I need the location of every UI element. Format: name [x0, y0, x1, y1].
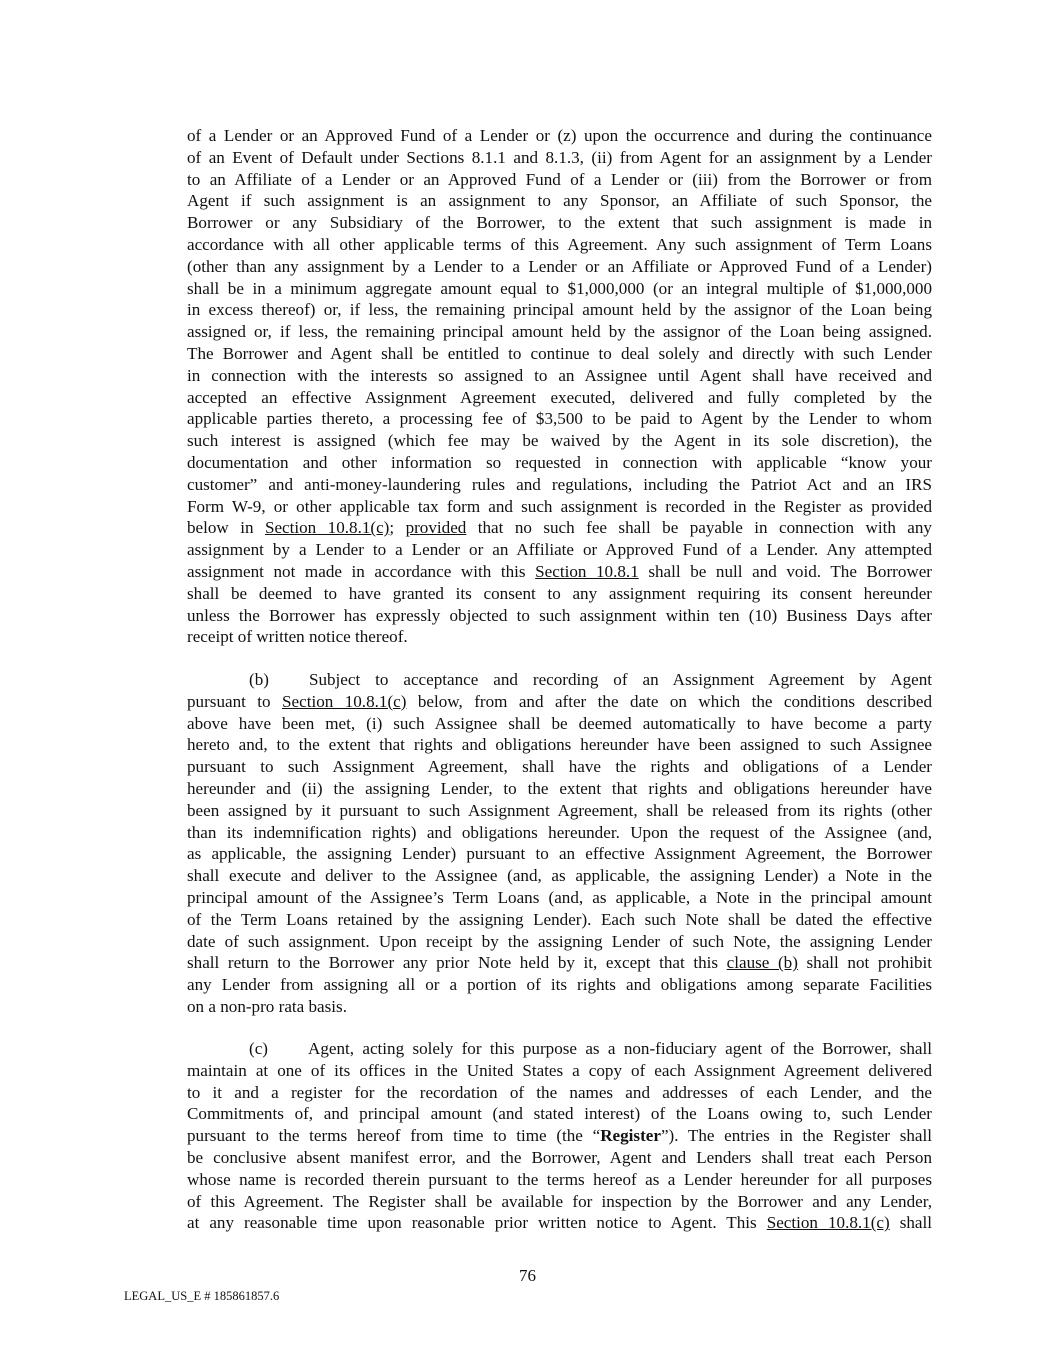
text-line [187, 517, 932, 539]
section-reference: Section 10.8.1 [535, 561, 639, 581]
text-line: shall be deemed to have granted its consent to any assignment requiring its consent hereunder [187, 583, 932, 603]
text-line: shall be in a minimum aggregate amount equal to $1,000,000 (or an integral multiple of $1,000,000 [187, 278, 932, 298]
text-line: pursuant to such Assignment Agreement, shall have the rights and obligations of a Lender [187, 757, 932, 777]
page-number: 76 [519, 1266, 536, 1285]
text-line: as applicable, the assigning Lender) pursuant to an effective Assignment Agreement, the Borrower [187, 844, 932, 864]
paragraph-c [187, 1038, 932, 1234]
document-id: LEGAL_US_E # 185861857.6 [124, 1289, 280, 1303]
text-line: customer” and anti-money-laundering rules and regulations, including the Patriot Act and an IRS [187, 474, 932, 494]
text-line: of a Lender or an Approved Fund of a Lender or (z) upon the occurrence and during the continuance [187, 126, 932, 145]
text-line: assigned or, if less, the remaining principal amount held by the assignor of the Loan being assigned. [187, 322, 932, 342]
text-run: ; [389, 518, 406, 538]
text-line: in connection with the interests so assigned to an Assignee until Agent shall have received and [187, 365, 932, 385]
text-line: been assigned by it pursuant to such Assignment Agreement, shall be released from its rights (other [187, 800, 932, 820]
text-line: principal amount of the Assignee’s Term Loans (and, as applicable, a Note in the principal amount [187, 887, 932, 907]
text-line: hereunder and (ii) the assigning Lender, to the extent that rights and obligations hereunder have [187, 778, 932, 798]
section-reference: Section 10.8.1(c) [264, 518, 390, 538]
defined-term-provided: provided [405, 518, 467, 538]
text-line: accordance with all other applicable terms of this Agreement. Any such assignment of Term Loans [187, 234, 932, 254]
text-line [187, 1212, 932, 1234]
paragraph-b [187, 669, 932, 1018]
defined-term-register: Register [600, 1126, 661, 1146]
text-line: date of such assignment. Upon receipt by the assigning Lender of such Note, the assigning Lender [187, 931, 932, 951]
text-line: of this Agreement. The Register shall be available for inspection by the Borrower and any Lender, [187, 1191, 932, 1211]
text-line: any Lender from assigning all or a portion of its rights and obligations among separate Facilities [187, 975, 932, 995]
text-run: below, from and after the date on which the conditions described [406, 691, 933, 711]
text-run: pursuant to [187, 691, 283, 711]
text-line [187, 1038, 932, 1060]
text-line: applicable parties thereto, a processing fee of $3,500 to be paid to Agent by the Lender to whom [187, 409, 932, 429]
text-line [187, 1125, 932, 1147]
text-line: of the Term Loans retained by the assigning Lender). Each such Note shall be dated the effective [187, 909, 932, 929]
text-line: unless the Borrower has expressly objected to such assignment within ten (10) Business Days after [187, 605, 932, 625]
text-line [187, 952, 932, 974]
text-line: of an Event of Default under Sections 8.1.1 and 8.1.3, (ii) from Agent for an assignment by a Lender [187, 147, 932, 167]
text-line: above have been met, (i) such Assignee shall be deemed automatically to have become a party [187, 713, 932, 733]
text-line: Agent if such assignment is an assignment to any Sponsor, an Affiliate of such Sponsor, the [187, 191, 932, 211]
text-run: at any reasonable time upon reasonable prior written notice to Agent. This [187, 1213, 767, 1233]
text-run: shall be null and void. The Borrower [638, 561, 932, 581]
text-line: Commitments of, and principal amount (and stated interest) of the Loans owing to, such Lender [187, 1104, 932, 1124]
section-reference: Section 10.8.1(c) [282, 691, 407, 711]
clause-reference: clause (b) [726, 953, 798, 973]
text-line [187, 669, 932, 691]
text-run: shall [889, 1213, 932, 1233]
text-line: maintain at one of its offices in the United States a copy of each Assignment Agreement delivered [187, 1060, 932, 1080]
text-line: Borrower or any Subsidiary of the Borrower, to the extent that such assignment is made in [187, 213, 932, 233]
text-line: assignment by a Lender to a Lender or an Affiliate or Approved Fund of a Lender. Any attempted [187, 540, 932, 560]
text-line: to an Affiliate of a Lender or an Approved Fund of a Lender or (iii) from the Borrower or from [187, 169, 932, 189]
clause-label: (b) [249, 670, 269, 689]
text-line: receipt of written notice thereof. [187, 627, 408, 647]
text-run: below in [187, 518, 265, 538]
text-line: documentation and other information so requested in connection with applicable “know your [187, 452, 932, 472]
text-run: shall not prohibit [797, 953, 932, 973]
text-run: Subject to acceptance and recording of an Assignment Agreement by Agent [308, 670, 932, 689]
text-line: whose name is recorded therein pursuant to the terms hereof as a Lender hereunder for all purposes [187, 1169, 932, 1189]
text-line: (other than any assignment by a Lender to a Lender or an Affiliate or Approved Fund of a Lender) [187, 256, 932, 276]
text-run: ”). The entries in the Register shall [660, 1126, 932, 1146]
text-line: than its indemnification rights) and obligations hereunder. Upon the request of the Assignee (and, [187, 822, 932, 842]
text-run: that no such fee shall be payable in connection with any [466, 518, 932, 538]
text-run: Agent, acting solely for this purpose as a non-fiduciary agent of the Borrower, shall [307, 1039, 932, 1058]
paragraph-continuation [187, 125, 932, 648]
text-run: shall return to the Borrower any prior Note held by it, except that this [187, 953, 727, 973]
text-line [187, 561, 932, 583]
text-line: The Borrower and Agent shall be entitled to continue to deal solely and directly with such Lender [187, 343, 932, 363]
text-run: pursuant to the terms hereof from time to time (the “ [187, 1126, 601, 1146]
text-line: shall execute and deliver to the Assignee (and, as applicable, the assigning Lender) a Note in the [187, 866, 932, 886]
clause-label: (c) [249, 1039, 268, 1058]
text-line [187, 691, 932, 713]
text-line: in excess thereof) or, if less, the remaining principal amount held by the assignor of the Loan being [187, 300, 932, 320]
text-line: to it and a register for the recordation of the names and addresses of each Lender, and the [187, 1082, 932, 1102]
text-run: assignment not made in accordance with this [187, 561, 536, 581]
text-line: accepted an effective Assignment Agreement executed, delivered and fully completed by the [187, 387, 932, 407]
text-line: such interest is assigned (which fee may be waived by the Agent in its sole discretion), the [187, 431, 932, 451]
text-line: be conclusive absent manifest error, and the Borrower, Agent and Lenders shall treat each Person [187, 1147, 932, 1167]
section-reference: Section 10.8.1(c) [766, 1213, 890, 1233]
text-line: Form W-9, or other applicable tax form and such assignment is recorded in the Register as provided [187, 496, 932, 516]
text-line: hereto and, to the extent that rights and obligations hereunder have been assigned to such Assignee [187, 735, 932, 755]
text-line: on a non-pro rata basis. [187, 996, 347, 1016]
